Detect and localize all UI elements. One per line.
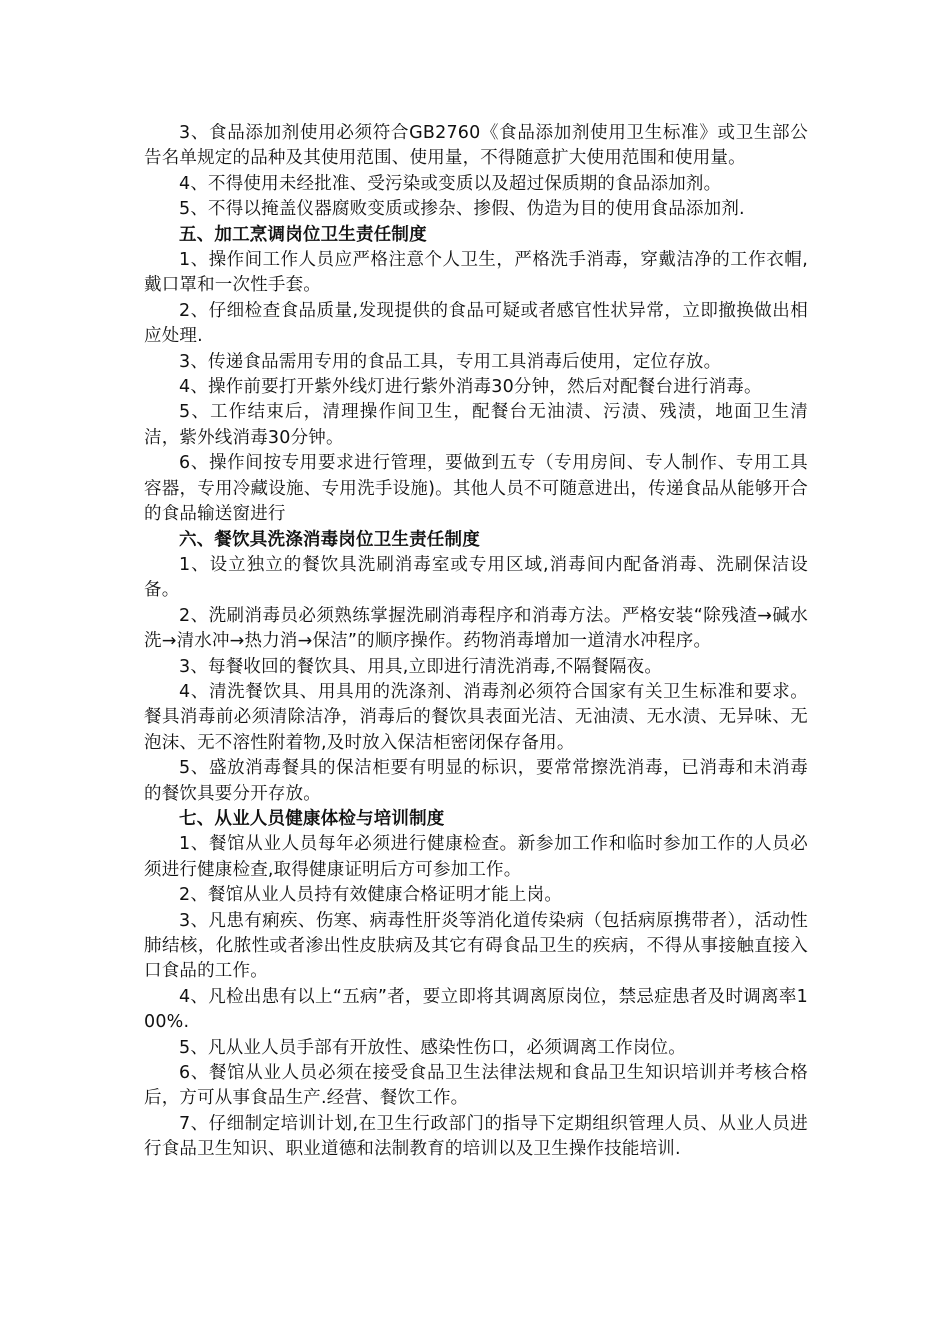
- paragraph-cooking-3: 3、传递食品需用专用的食品工具，专用工具消毒后使用，定位存放。: [179, 351, 722, 372]
- section-heading-cooking: 五、加工烹调岗位卫生责任制度: [179, 224, 427, 245]
- paragraph-cooking-4: 4、操作前要打开紫外线灯进行紫外消毒30分钟，然后对配餐台进行消毒。: [179, 377, 762, 398]
- paragraph-cooking-6: 6、操作间按专用要求进行管理，要做到五专（专用房间、专人制作、专用工具容器，专用冷藏设施、专用洗手设施)。其他人员不可随意进出，传递食品从能够开合的食品输送窗进行: [144, 453, 808, 525]
- paragraph-health-7: 7、仔细制定培训计划,在卫生行政部门的指导下定期组织管理人员、从业人员进行食品卫生知识、职业道德和法制教育的培训以及卫生操作技能培训.: [144, 1113, 808, 1160]
- paragraph-cooking-2: 2、仔细检查食品质量,发现提供的食品可疑或者感官性状异常，立即撤换做出相应处理.: [144, 300, 808, 347]
- paragraph-additive-5: 5、不得以掩盖仪器腐败变质或掺杂、掺假、伪造为目的使用食品添加剂.: [179, 199, 745, 220]
- paragraph-dishwashing-2: 2、洗刷消毒员必须熟练掌握洗刷消毒程序和消毒方法。严格安装“除残渣→碱水洗→清水冲→热力消→保洁”的顺序操作。药物消毒增加一道清水冲程序。: [144, 605, 808, 652]
- paragraph-dishwashing-4: 4、清洗餐饮具、用具用的洗涤剂、消毒剂必须符合国家有关卫生标准和要求。餐具消毒前必须清除洁净，消毒后的餐饮具表面光洁、无油渍、无水渍、无异味、无泡沫、无不溶性附着物,及时放入保洁柜密闭保存备用。: [144, 681, 808, 753]
- document-page: [144, 121, 808, 1163]
- paragraph-health-6: 6、餐馆从业人员必须在接受食品卫生法律法规和食品卫生知识培训并考核合格后，方可从事食品生产.经营、餐饮工作。: [144, 1063, 808, 1109]
- paragraph-cooking-5: 5、工作结束后，清理操作间卫生，配餐台无油渍、污渍、残渍，地面卫生清洁，紫外线消毒30分钟。: [144, 402, 808, 448]
- paragraph-cooking-1: 1、操作间工作人员应严格注意个人卫生，严格洗手消毒，穿戴洁净的工作衣帽,戴口罩和一次性手套。: [144, 250, 808, 296]
- paragraph-health-5: 5、凡从业人员手部有开放性、感染性伤口，必须调离工作岗位。: [179, 1037, 686, 1058]
- paragraph-health-3: 3、凡患有痢疾、伤寒、病毒性肝炎等消化道传染病（包括病原携带者），活动性肺结核，化脓性或者渗出性皮肤病及其它有碍食品卫生的疾病，不得从事接触直接入口食品的工作。: [144, 910, 808, 982]
- paragraph-health-2: 2、餐馆从业人员持有效健康合格证明才能上岗。: [179, 885, 563, 906]
- section-heading-dishwashing: 六、餐饮具洗涤消毒岗位卫生责任制度: [179, 529, 480, 550]
- paragraph-additive-4: 4、不得使用未经批准、受污染或变质以及超过保质期的食品添加剂。: [179, 173, 722, 194]
- paragraph-additive-3: 3、食品添加剂使用必须符合GB2760《食品添加剂使用卫生标准》或卫生部公告名单规定的品种及其使用范围、使用量，不得随意扩大使用范围和使用量。: [144, 123, 808, 169]
- paragraph-health-4: 4、凡检出患有以上“五病”者，要立即将其调离原岗位，禁忌症患者及时调离率100%.: [144, 986, 808, 1033]
- paragraph-health-1: 1、餐馆从业人员每年必须进行健康检查。新参加工作和临时参加工作的人员必须进行健康检查,取得健康证明后方可参加工作。: [144, 834, 808, 880]
- paragraph-dishwashing-1: 1、设立独立的餐饮具洗刷消毒室或专用区域,消毒间内配备消毒、洗刷保洁设备。: [144, 554, 808, 601]
- paragraph-dishwashing-5: 5、盛放消毒餐具的保洁柜要有明显的标识，要常常擦洗消毒，已消毒和未消毒的餐饮具要分开存放。: [144, 758, 808, 804]
- section-heading-health: 七、从业人员健康体检与培训制度: [179, 808, 445, 829]
- paragraph-dishwashing-3: 3、每餐收回的餐饮具、用具,立即进行清洗消毒,不隔餐隔夜。: [179, 656, 663, 677]
